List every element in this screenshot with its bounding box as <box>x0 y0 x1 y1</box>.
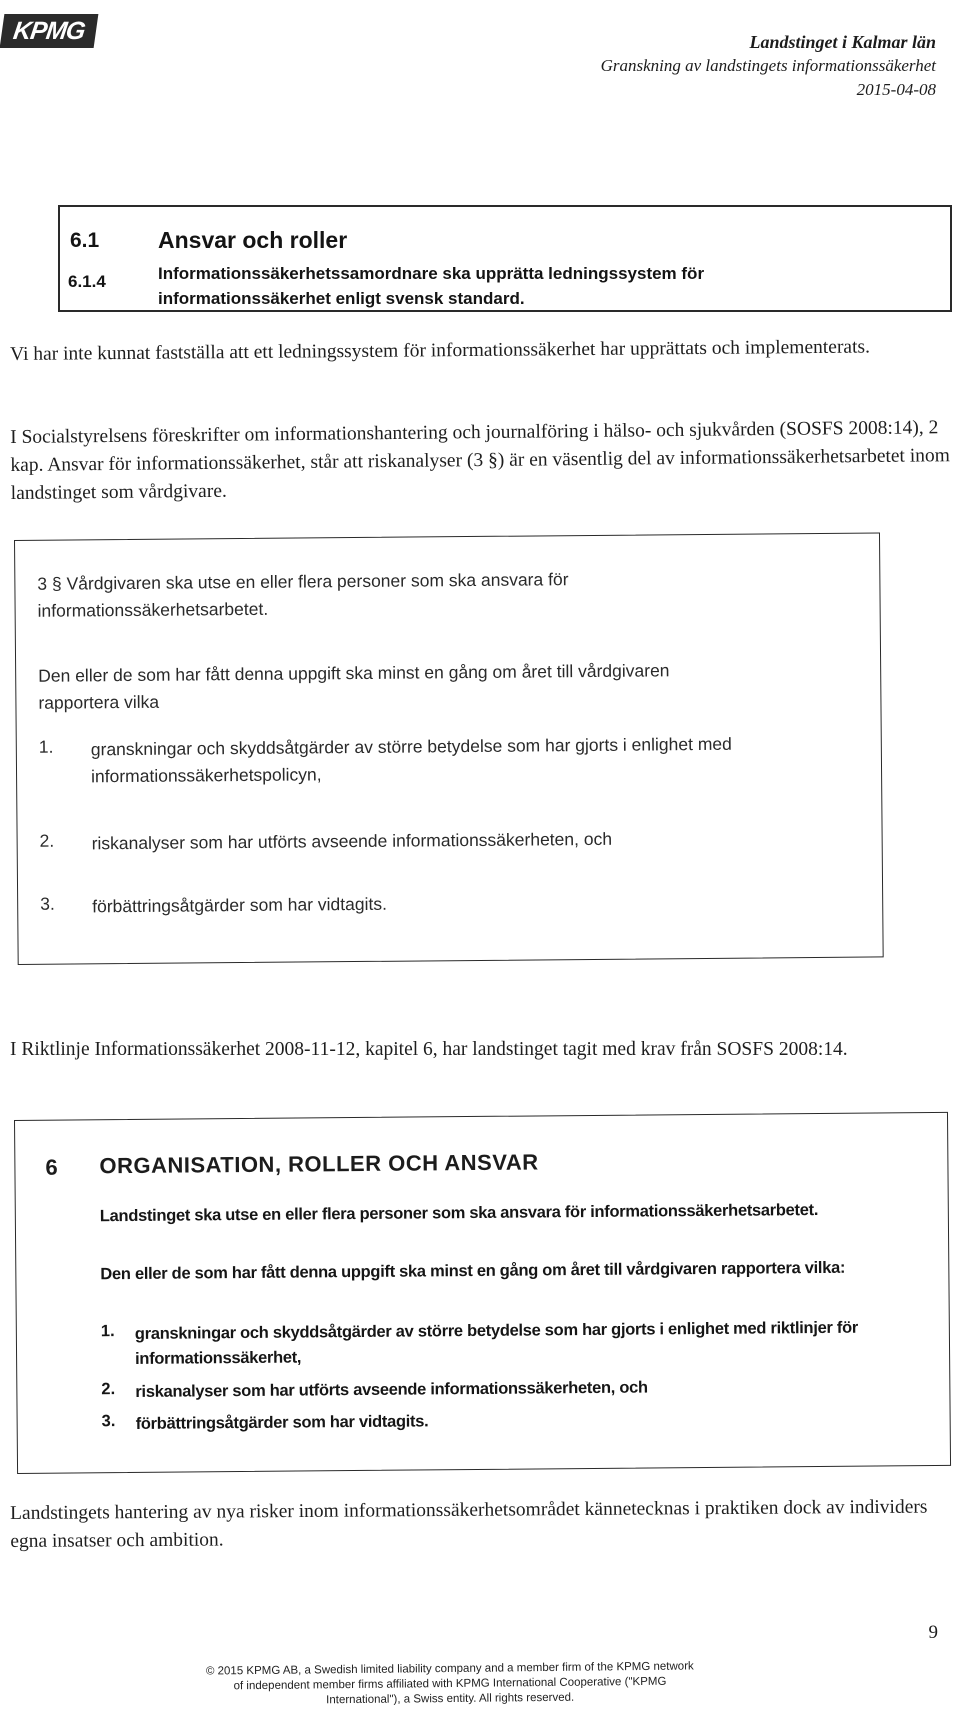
quote-item-number: 1. <box>38 736 54 757</box>
quote-item-number: 2. <box>39 830 55 851</box>
subsection-number: 6.1.4 <box>68 272 106 291</box>
quote-item-number: 3. <box>40 893 55 914</box>
guideline-item-text: riskanalyser som har utförts avseende informationssäkerheten, och <box>135 1378 648 1401</box>
header-org: Landstinget i Kalmar län <box>749 32 936 52</box>
guideline-item-number: 3. <box>101 1412 116 1431</box>
subsection-text: Informationssäkerhetssamordnare ska upprätta ledningssystem för informationssäkerhet enligt svensk standard. <box>158 264 705 308</box>
guideline-text-1: Landstinget ska utse en eller flera personer som ska ansvara för informationssäkerhetsarbetet. <box>99 1200 819 1226</box>
paragraph-4: Landstingets hantering av nya risker inom informationssäkerhetsområdet kännetecknas i praktiken dock av individers egna insatser och ambition. <box>10 1496 928 1552</box>
quote-item-text: riskanalyser som har utförts avseende informationssäkerheten, och <box>91 828 613 854</box>
quote-line-2: Den eller de som har fått denna uppgift ska minst en gång om året till vårdgivaren rapportera vilka <box>38 660 670 713</box>
section-number: 6.1 <box>70 229 100 252</box>
guideline-item-text: förbättringsåtgärder som har vidtagits. <box>135 1412 429 1433</box>
guideline-quote-box <box>14 1112 951 1474</box>
paragraph-2: I Socialstyrelsens föreskrifter om informationshantering och journalföring i hälso- och sjukvården (SOSFS 2008:14), 2 kap. Ansvar för informationssäkerhet, står att riskanalyser (3 §) är en väsentlig del av informationssäkerhetsarbetet inom landstinget som vårdgivare. <box>10 417 950 504</box>
guideline-item-text: granskningar och skyddsåtgärder av större betydelse som har gjorts i enlighet med riktlinjer för informationssäkerhet, <box>134 1318 859 1368</box>
page-number: 9 <box>928 1622 938 1643</box>
sosfs-quote-box <box>14 532 884 965</box>
paragraph-1: Vi har inte kunnat fastställa att ett ledningssystem för informationssäkerhet har upprättats och implementerats. <box>10 336 871 365</box>
quote-item-text: förbättringsåtgärder som har vidtagits. <box>92 893 388 917</box>
footer-copyright: © 2015 KPMG AB, a Swedish limited liability company and a member firm of the KPMG network of independent member firms affiliated with KPMG International Cooperative ("KPMG International"), a Swiss entity. All rights reserved. <box>205 1660 694 1707</box>
guideline-item-number: 2. <box>101 1380 116 1399</box>
section-title: Ansvar och roller <box>158 227 348 253</box>
quote-item-text: granskningar och skyddsåtgärder av större betydelse som har gjorts i enlighet med informationssäkerhetspolicyn, <box>90 733 732 787</box>
requirement-box <box>58 205 952 312</box>
guideline-text-2: Den eller de som har fått denna uppgift ska minst en gång om året till vårdgivaren rapportera vilka: <box>100 1258 846 1284</box>
header-subtitle: Granskning av landstingets informationssäkerhet <box>600 56 936 75</box>
guideline-item-number: 1. <box>100 1322 115 1341</box>
chapter-title: ORGANISATION, ROLLER OCH ANSVAR <box>99 1149 539 1179</box>
quote-line-1: 3 § Vårdgivaren ska utse en eller flera personer som ska ansvara för informationssäkerhetsarbetet. <box>37 569 569 621</box>
kpmg-logo: KPMG <box>0 14 98 48</box>
header-date: 2015-04-08 <box>856 80 936 99</box>
paragraph-3: I Riktlinje Informationssäkerhet 2008-11-12, kapitel 6, har landstinget tagit med krav från SOSFS 2008:14. <box>10 1039 848 1060</box>
chapter-number: 6 <box>45 1154 58 1180</box>
